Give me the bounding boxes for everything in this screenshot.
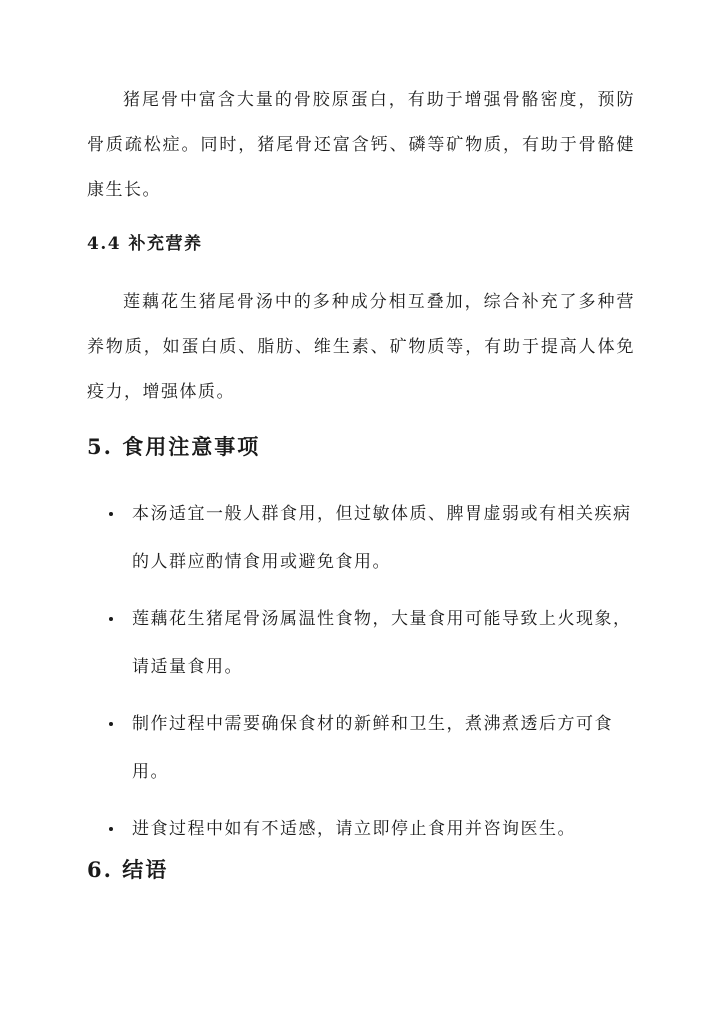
heading-5-precautions: 5. 食用注意事项 <box>87 434 261 459</box>
paragraph-bone-health: 猪尾骨中富含大量的骨胶原蛋白，有助于增强骨骼密度，预防骨质疏松症。同时，猪尾骨还富含钙、磷等矿物质，有助于骨骼健康生长。 <box>87 90 635 200</box>
bullet-dot-icon <box>109 617 113 621</box>
precautions-list <box>87 490 635 862</box>
list-item-text: 本汤适宜一般人群食用，但过敏体质、脾胃虚弱或有相关疾病的人群应酌情食用或避免食用。 <box>132 504 632 572</box>
list-item-text: 制作过程中需要确保食材的新鲜和卫生，煮沸煮透后方可食用。 <box>132 714 613 782</box>
bullet-dot-icon <box>109 722 113 726</box>
list-item <box>87 490 635 586</box>
paragraph-nutrition: 莲藕花生猪尾骨汤中的多种成分相互叠加，综合补充了多种营养物质，如蛋白质、脂肪、维生素、矿物质等，有助于提高人体免疫力，增强体质。 <box>87 292 635 402</box>
bullet-dot-icon <box>109 827 113 831</box>
list-item <box>87 700 635 796</box>
list-item-text: 进食过程中如有不适感，请立即停止食用并咨询医生。 <box>132 819 576 839</box>
list-item <box>87 595 635 691</box>
list-item-text: 莲藕花生猪尾骨汤属温性食物，大量食用可能导致上火现象，请适量食用。 <box>132 609 632 677</box>
heading-6-conclusion: 6. 结语 <box>87 857 169 882</box>
bullet-dot-icon <box>109 512 113 516</box>
heading-4-4-nutrition: 4.4 补充营养 <box>87 234 203 254</box>
list-item <box>87 805 635 853</box>
